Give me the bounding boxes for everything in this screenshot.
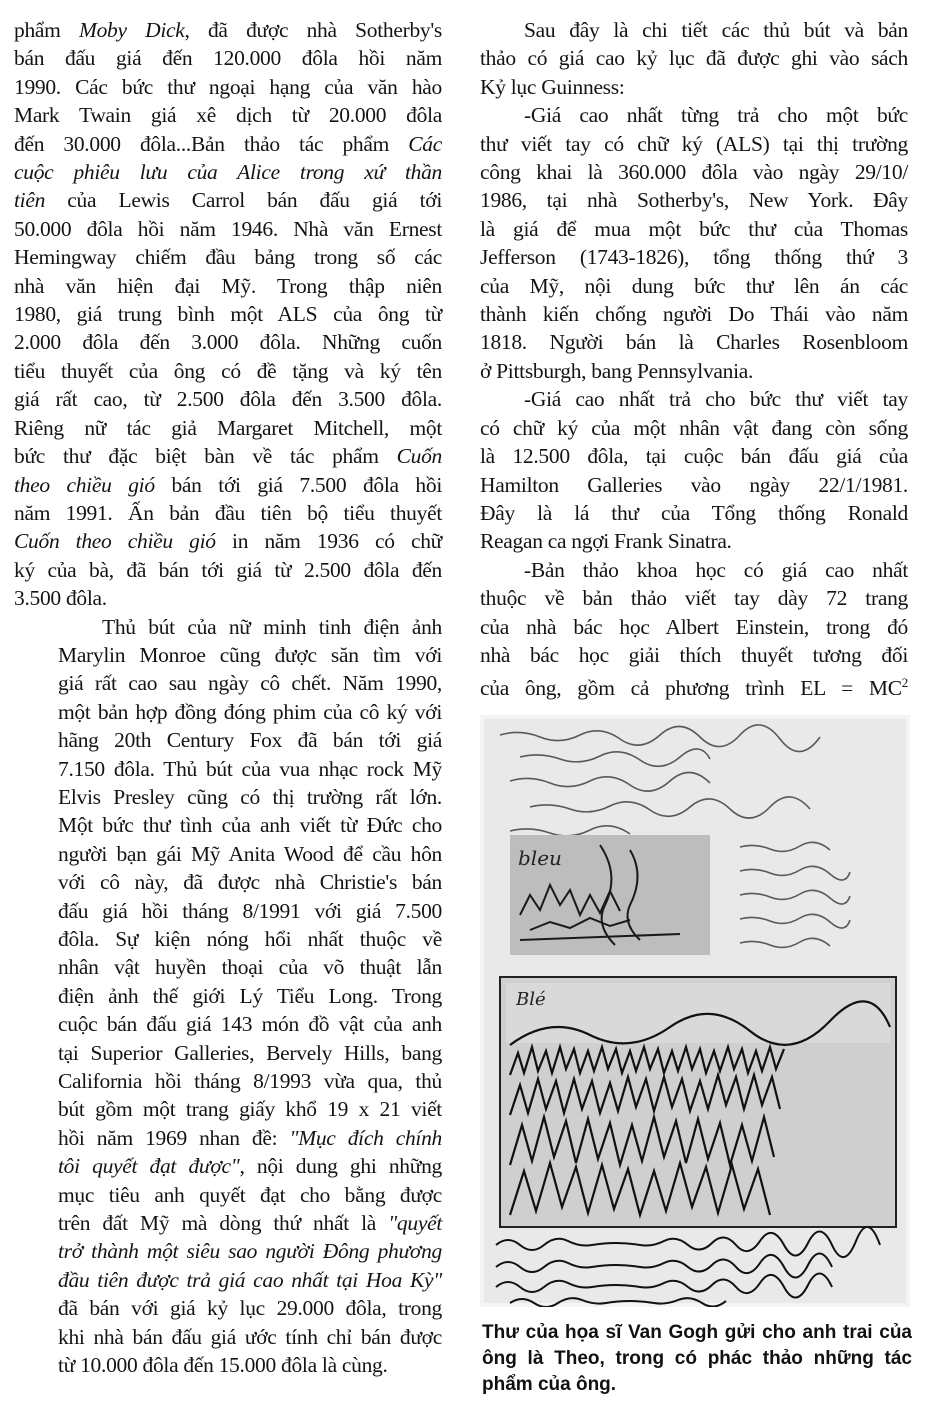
- text-line: Reagan ca ngợi Frank Sinatra.: [480, 529, 732, 554]
- text-run: 50.000 đôla hồi năm 1946. Nhà văn Ernest: [14, 216, 442, 241]
- text-run: giá rất cao sau ngày cô chết. Năm 1990,: [58, 671, 442, 696]
- text-run: với cô này, đã được nhà Christie's bán: [58, 870, 442, 895]
- text-line: [14, 584, 442, 612]
- italic-text: "Mục đích chính: [289, 1125, 443, 1150]
- text-run: bức thư đặc biệt bàn về tác phẩm: [14, 444, 397, 469]
- text-line: Jefferson (1743-1826), tổng thống thứ 3: [480, 245, 908, 270]
- text-run: Riêng nữ tác giả Margaret Mitchell, một: [14, 415, 442, 440]
- italic-text: tôi quyết đạt được": [58, 1154, 240, 1179]
- text-line: 1818. Người bán là Charles Rosenbloom: [480, 330, 908, 355]
- italic-text: đầu tiên được trả giá cao nhất tại Hoa Kỳ": [58, 1267, 442, 1292]
- text-line: [14, 442, 442, 470]
- text-run: Marylin Monroe cũng được săn tìm với: [58, 642, 442, 667]
- sketch-label-bleu: bleu: [518, 846, 562, 870]
- italic-text: cuộc phiêu lưu của Alice trong xứ thần: [14, 160, 442, 185]
- text-line: [14, 1124, 442, 1152]
- text-line: [14, 1039, 442, 1067]
- text-line: [14, 215, 442, 243]
- text-run: điện ảnh thế giới Lý Tiểu Long. Trong: [58, 983, 442, 1008]
- text-line: thư viết tay có chữ ký (ALS) tại thị trường: [480, 131, 908, 156]
- text-line: [14, 1323, 442, 1351]
- text-line: là giá để mua một bức thư của Thomas: [480, 216, 908, 241]
- text-line: phẩm của ông.: [482, 1374, 617, 1395]
- text-line: [14, 272, 442, 300]
- text-run: một bản hợp đồng đóng phim của cô ký với: [58, 699, 442, 724]
- text-line: [14, 982, 442, 1010]
- text-run: cuộc bán đấu giá 143 món đồ vật của anh: [58, 1012, 442, 1037]
- text-line: [14, 357, 442, 385]
- text-line: [14, 186, 442, 214]
- text-run: phẩm: [14, 18, 79, 42]
- text-run: trên đất Mỹ mà dòng thứ nhất là: [58, 1211, 389, 1236]
- text-line: [14, 811, 442, 839]
- italic-text: Các: [408, 131, 442, 156]
- text-run: mục tiêu anh quyết đạt cho bằng được: [58, 1182, 442, 1207]
- text-line: [14, 16, 442, 44]
- text-line: Kỷ lục Guinness:: [480, 74, 625, 99]
- text-line: [14, 300, 442, 328]
- text-line: thuộc về bản thảo viết tay dày 72 trang: [480, 586, 908, 611]
- text-run: Elvis Presley cũng có thị trường rất lớn.: [58, 784, 442, 809]
- text-line: [14, 44, 442, 72]
- italic-text: "quyết: [388, 1211, 442, 1236]
- text-line: [14, 613, 442, 641]
- text-line: của nhà bác học Albert Einstein, trong đó: [480, 614, 908, 639]
- sketch-label-ble: Blé: [516, 989, 546, 1010]
- text-run: in năm 1936 có chữ: [215, 529, 442, 554]
- text-run: hãng 20th Century Fox đã bán tới giá: [58, 728, 442, 753]
- text-line: [14, 385, 442, 413]
- paragraph-jefferson-letter: [480, 101, 908, 385]
- text-run: , đã được nhà Sotherby's: [184, 18, 442, 42]
- text-run: ký của bà, đã bán tới giá từ 2.500 đôla đến: [14, 557, 442, 582]
- right-column: [480, 16, 908, 703]
- text-run: 1990. Các bức thư ngoại hạng của văn hào: [14, 74, 442, 99]
- text-run: năm 1991. Ấn bản đầu tiên bộ tiểu thuyết: [14, 500, 442, 525]
- text-line: của Mỹ, nội dung bức thư lên án các: [480, 273, 908, 298]
- text-line: ông là Theo, trong có phác thảo những tác: [482, 1348, 912, 1369]
- text-line: Thư của họa sĩ Van Gogh gửi cho anh trai của: [482, 1322, 912, 1343]
- text-line: -Giá cao nhất trả cho bức thư viết tay: [524, 387, 908, 412]
- text-line: [14, 868, 442, 896]
- text-line: [14, 1067, 442, 1095]
- text-line: Sau đây là chi tiết các thủ bút và bản: [524, 18, 908, 42]
- left-column: [14, 16, 442, 1380]
- text-run: 1980, giá trung bình một ALS của ông từ: [14, 302, 442, 327]
- text-line: [14, 1266, 442, 1294]
- text-line: Hamilton Galleries vào ngày 22/1/1981.: [480, 472, 908, 497]
- text-line: [14, 641, 442, 669]
- text-line: có chữ ký của một nhân vật đang còn sống: [480, 415, 908, 440]
- text-line: [14, 499, 442, 527]
- text-run: bút gồm một trang giấy khổ 19 x 21 viết: [58, 1097, 442, 1122]
- van-gogh-letter-image: [480, 715, 910, 1307]
- text-run: bán tới giá 7.500 đôla hồi: [154, 472, 442, 497]
- text-run: Một bức thư tình của anh viết từ Đức cho: [58, 813, 442, 838]
- text-line: thảo có giá cao kỷ lục đã được ghi vào sách: [480, 46, 908, 71]
- italic-text: trở thành một siêu sao người Đông phương: [58, 1239, 442, 1264]
- text-line: [14, 755, 442, 783]
- paragraph-reagan-letter: [480, 385, 908, 555]
- text-line: Đây là lá thư của Tổng thống Ronald: [480, 500, 908, 525]
- text-run: bán đấu giá đến 120.000 đôla hồi năm: [14, 46, 442, 71]
- text-line: [14, 726, 442, 754]
- text-run: 2.000 đôla đến 3.000 đôla. Những cuốn: [14, 330, 442, 355]
- text-line: [14, 1010, 442, 1038]
- letter-sketch-drawing: [480, 715, 910, 1307]
- italic-text: Cuốn: [396, 444, 442, 469]
- figure-caption: [482, 1320, 912, 1398]
- text-run: nhân vật huyền thoại của võ thuật lẫn: [58, 955, 442, 980]
- text-line: là 12.500 đôla, tại cuộc bán đấu giá của: [480, 444, 908, 469]
- text-run: 3.500 đôla.: [14, 586, 107, 611]
- text-run: đã bán với giá kỷ lục 29.000 đôla, trong: [58, 1296, 442, 1321]
- text-line: [14, 1209, 442, 1237]
- text-line: [14, 471, 442, 499]
- text-run: đấu giá hồi tháng 8/1991 với giá 7.500: [58, 898, 442, 923]
- text-run: hồi năm 1969 nhan đề:: [58, 1125, 290, 1150]
- equation-superscript: 2: [901, 675, 908, 691]
- text-line: 1986, tại nhà Sotherby's, New York. Đây: [480, 188, 908, 213]
- text-line: của ông, gồm cả phương trình EL = $MC^2$: [480, 675, 908, 701]
- text-line: [14, 158, 442, 186]
- text-line: ở Pittsburgh, bang Pennsylvania.: [480, 358, 754, 383]
- text-line: [14, 897, 442, 925]
- italic-text: Moby Dick: [78, 18, 185, 42]
- text-line: [14, 1152, 442, 1180]
- text-run: California hồi tháng 8/1993 vừa qua, thủ: [58, 1069, 442, 1094]
- text-line: [14, 73, 442, 101]
- text-run: đôla. Sự kiện nóng hổi nhất thuộc về: [58, 927, 442, 951]
- text-run: Thủ bút của nữ minh tinh điện ảnh: [102, 614, 442, 639]
- text-line: -Bản thảo khoa học có giá cao nhất: [524, 557, 908, 582]
- text-run: đến 30.000 đôla...Bản thảo tác phẩm: [14, 131, 409, 156]
- text-line: [14, 669, 442, 697]
- text-run: giá rất cao, từ 2.500 đôla đến 3.500 đôla.: [14, 387, 442, 412]
- text-run: từ 10.000 đôla đến 15.000 đôla là cùng.: [58, 1353, 388, 1378]
- paragraph-celebrity-autographs: [14, 613, 442, 1380]
- text-line: [14, 243, 442, 271]
- paragraph-auction-records: [14, 16, 442, 613]
- italic-text: tiên: [14, 188, 46, 213]
- text-run: tiểu thuyết của ông có đề tặng và ký tên: [14, 358, 442, 383]
- text-line: [14, 1237, 442, 1265]
- text-run: người bạn gái Mỹ Anita Wood để cầu hôn: [58, 841, 442, 866]
- text-line: [14, 556, 442, 584]
- text-line: [14, 1095, 442, 1123]
- text-line: [14, 101, 442, 129]
- text-run: , nội dung ghi những: [239, 1154, 442, 1179]
- text-line: [14, 1351, 442, 1379]
- text-line: [14, 130, 442, 158]
- text-line: [14, 1294, 442, 1322]
- text-line: công khai là 360.000 đôla vào ngày 29/10/: [480, 160, 908, 185]
- text-run: tại Superior Galleries, Bervely Hills, bang: [58, 1040, 442, 1065]
- text-line: thành kiến chống người Do Thái vào năm: [480, 302, 908, 327]
- text-line: [14, 953, 442, 981]
- text-line: [14, 925, 442, 953]
- text-line: -Giá cao nhất từng trả cho một bức: [524, 103, 908, 128]
- paragraph-guinness-intro: [480, 16, 908, 101]
- text-run: Mark Twain giá xê dịch từ 20.000 đôla: [14, 103, 442, 128]
- text-line: [14, 1181, 442, 1209]
- text-line: [14, 783, 442, 811]
- text-run: khi nhà bán đấu giá ước tính chỉ bán được: [58, 1324, 442, 1349]
- text-run: 7.150 đôla. Thủ bút của vua nhạc rock Mỹ: [58, 756, 442, 781]
- text-line: [14, 698, 442, 726]
- paragraph-einstein-manuscript: [480, 556, 908, 703]
- text-line: [14, 328, 442, 356]
- text-run: nhà văn hiện đại Mỹ. Trong thập niên: [14, 273, 442, 298]
- text-line: [14, 527, 442, 555]
- text-line: [14, 414, 442, 442]
- text-line: [14, 840, 442, 868]
- text-line: nhà bác học giải thích thuyết tương đối: [480, 642, 908, 667]
- italic-text: theo chiều gió: [14, 472, 155, 497]
- italic-text: Cuốn theo chiều gió: [14, 529, 216, 554]
- text-run: của Lewis Carrol bán đấu giá tới: [45, 188, 442, 213]
- text-run: Hemingway chiếm đầu bảng trong số các: [14, 245, 442, 270]
